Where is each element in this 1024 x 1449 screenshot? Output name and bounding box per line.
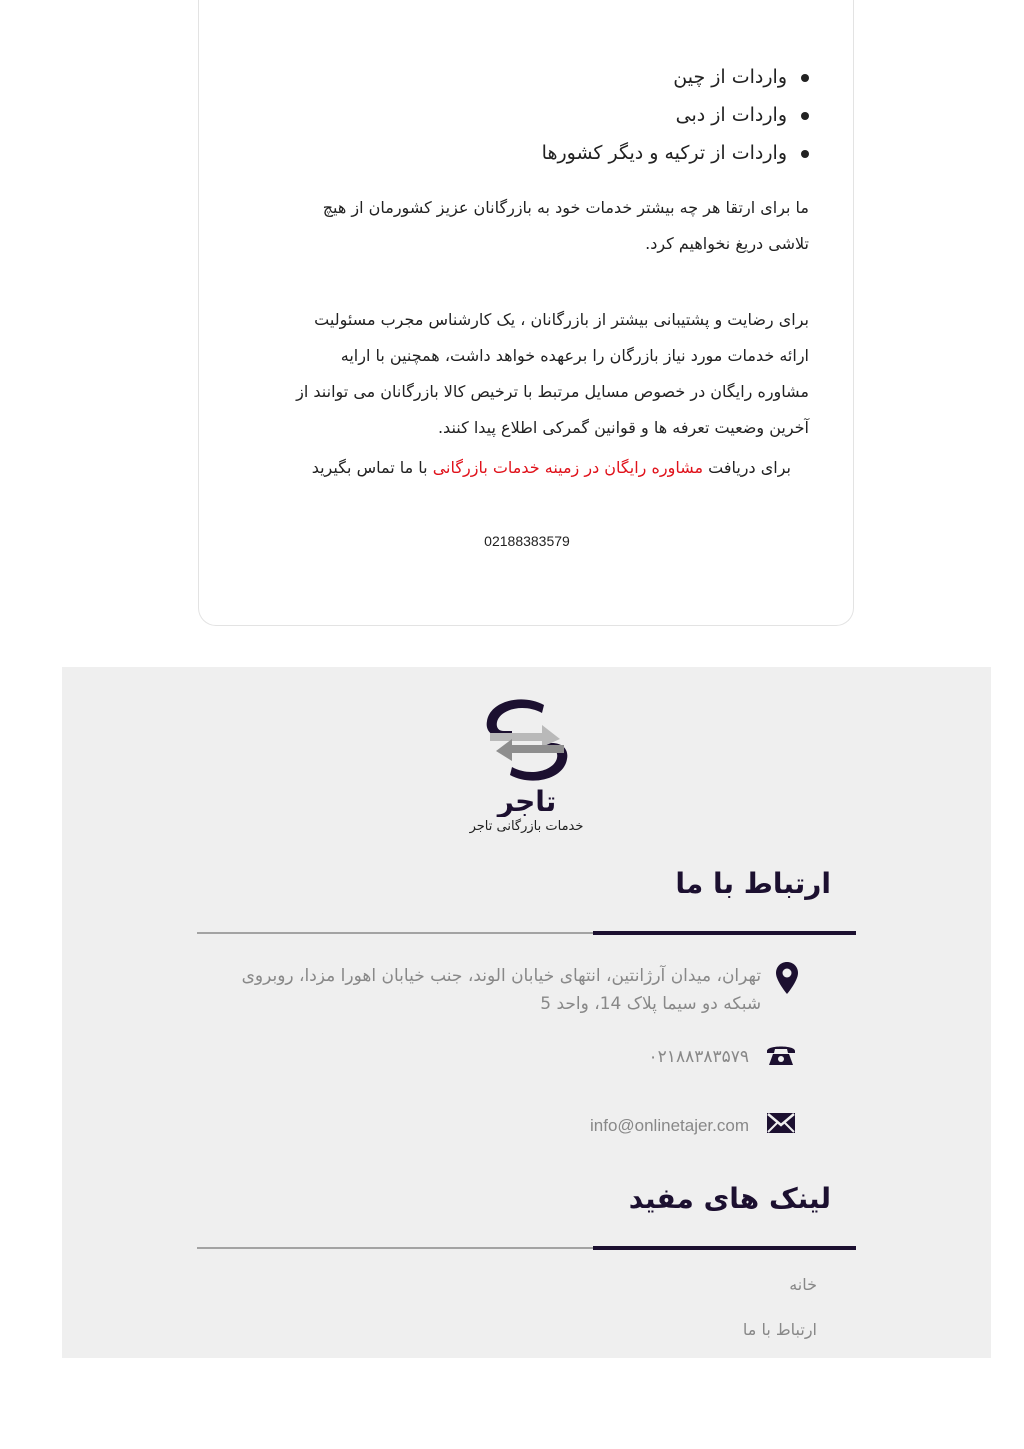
location-pin-icon — [773, 962, 801, 994]
telephone-icon — [761, 1043, 801, 1067]
list-item: واردات از چین — [239, 58, 809, 96]
article-phone: 02188383579 — [484, 533, 570, 549]
call-to-action: برای دریافت مشاوره رایگان در زمینه خدمات بازرگانی با ما تماس بگیرید — [311, 458, 791, 477]
imports-list — [239, 58, 809, 172]
divider — [197, 932, 856, 934]
footer-logo[interactable] — [62, 695, 991, 834]
divider-accent — [593, 931, 856, 935]
bullet-icon — [801, 150, 809, 158]
paragraph-efforts: ما برای ارتقا هر چه بیشتر خدمات خود به بازرگانان عزیز کشورمان از هیچ تلاشی دریغ نخواهیم کرد. — [322, 198, 809, 253]
email-text: info@onlinetajer.com — [589, 1116, 749, 1135]
phone-row[interactable] — [649, 1043, 801, 1071]
divider-accent — [593, 1246, 856, 1250]
footer-link-home[interactable]: خانه — [789, 1275, 817, 1294]
bullet-icon — [801, 74, 809, 82]
address-row — [241, 962, 801, 1018]
list-item: واردات از دبی — [239, 96, 809, 134]
free-consult-link[interactable]: مشاوره رایگان در زمینه خدمات بازرگانی — [432, 458, 704, 477]
phone-text: ۰۲۱۸۸۳۸۳۵۷۹ — [648, 1047, 749, 1067]
useful-links-title: لینک های مفید — [628, 1182, 831, 1215]
address-text: تهران، میدان آرژانتین، انتهای خیابان الوند، جنب خیابان اهورا مزدا، روبروی شبکه دو سیما پلاک 14، واحد 5 — [241, 966, 762, 1014]
list-item: واردات از ترکیه و دیگر کشورها — [239, 134, 809, 172]
contact-title: ارتباط با ما — [675, 867, 831, 900]
paragraph-support: برای رضایت و پشتیبانی بیشتر از بازرگانان ، یک کارشناس مجرب مسئولیت ارائه خدمات مورد نیاز بازرگان را برعهده خواهد داشت، همچنین با ارایه مشاوره رایگان در خصوص مسایل مرتبط با ترخیص کالا بازرگانان می توانند از آخرین وضعیت تعرفه ها و قوانین گمرکی اطلاع پیدا کنند. — [296, 310, 809, 437]
logo-caption: خدمات بازرگانی تاجر — [469, 819, 584, 834]
divider — [197, 1247, 856, 1249]
envelope-icon — [761, 1112, 801, 1134]
tajer-logo-icon — [482, 695, 572, 817]
bullet-icon — [801, 112, 809, 120]
article-card — [198, 0, 854, 626]
site-footer — [62, 667, 991, 1358]
svg-text:تاجر: تاجر — [497, 785, 556, 817]
footer-link-contact[interactable]: ارتباط با ما — [742, 1320, 817, 1339]
email-row[interactable] — [590, 1112, 801, 1140]
